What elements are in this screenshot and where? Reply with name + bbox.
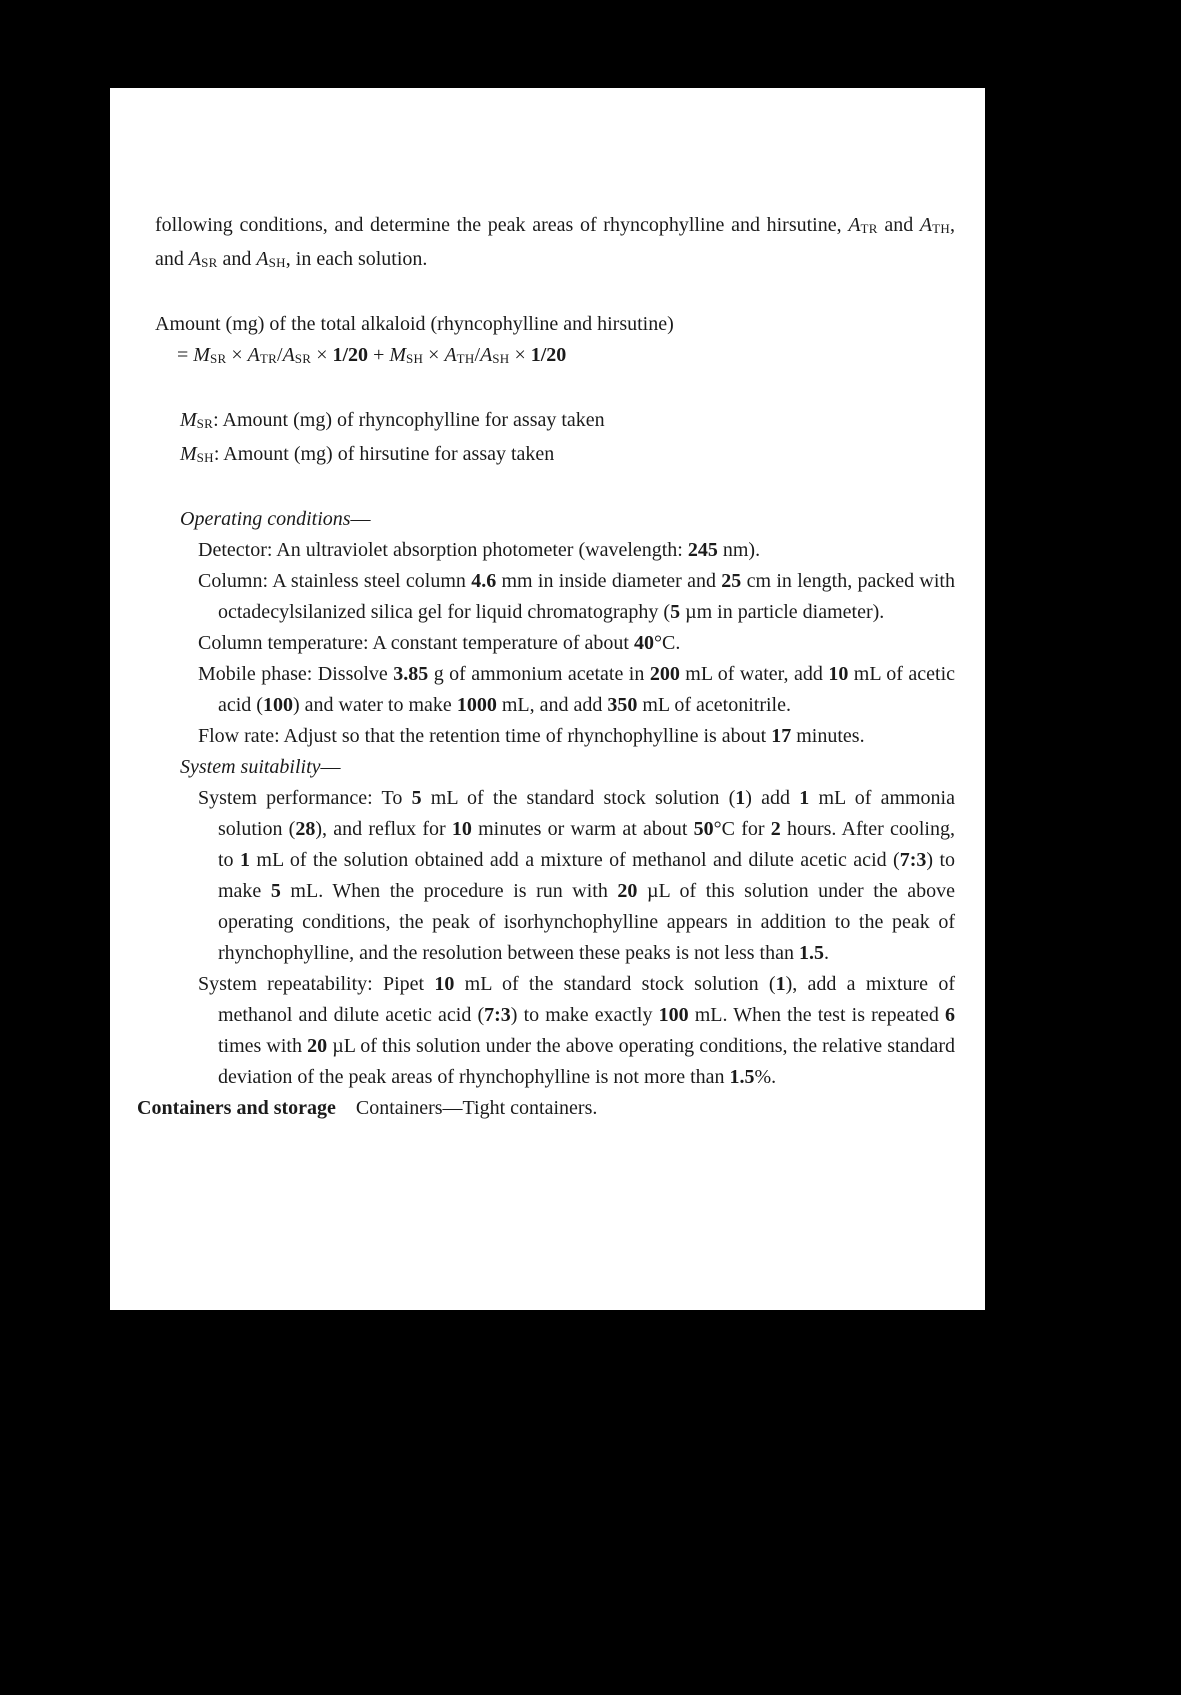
system-suitability-heading [137,752,955,783]
text-segment: 50 [693,818,714,840]
text-segment: Detector: An ultraviolet absorption photometer (wavelength: [198,539,688,561]
text-segment: 1.5 [798,942,824,964]
text-segment: %. [754,1066,777,1088]
text-segment: Amount (mg) of the total alkaloid (rhyncophylline and hirsutine) [155,313,674,335]
text-segment: minutes. [791,725,865,747]
text-segment: System suitability [180,756,321,778]
text-segment: µL of this solution under the above operating conditions, the relative standard deviation of the peak areas of rhynchophylline is not more than [218,1035,955,1088]
text-segment: 6 [945,1004,955,1026]
text-segment: . [823,942,829,964]
text-segment: °C. [654,632,681,654]
text-segment: SR [209,351,227,366]
text-segment: following conditions, and determine the peak areas of rhyncophylline and hirsutine, [155,214,849,236]
text-segment: mL of acetic acid ( [218,663,956,716]
text-segment: A [444,344,457,366]
text-segment: cm in length, packed with octadecylsilanized silica gel for liquid chromatography ( [218,570,955,623]
text-segment: mL, and add [496,694,608,716]
text-segment: SH [406,351,424,366]
text-segment: System performance: To [198,787,412,809]
text-segment: mL of the solution obtained add a mixture of methanol and dilute acetic acid ( [249,849,900,871]
text-segment: ) to make [218,849,956,902]
text-segment: M [180,443,197,465]
text-segment: TR [860,221,878,236]
column-temperature-item [137,628,955,659]
text-segment: 4.6 [471,570,497,592]
text-segment: SR [201,255,218,270]
document-page [110,88,985,1310]
text-segment: and [217,248,257,270]
text-segment: 10 [451,818,472,840]
text-segment: °C for [713,818,771,840]
operating-conditions-heading [137,504,955,535]
text-segment: 100 [658,1004,689,1026]
amount-heading [137,309,955,340]
msh-definition [137,439,955,473]
system-repeatability-item [137,969,955,1093]
msr-definition [137,405,955,439]
text-segment: 28 [295,818,316,840]
detector-item [137,535,955,566]
text-segment: Flow rate: Adjust so that the retention time of rhynchophylline is about [198,725,772,747]
text-segment: × [509,344,531,366]
text-segment: mm in inside diameter and [496,570,722,592]
text-segment: A [282,344,295,366]
text-segment: 1/20 [332,344,369,366]
text-segment: Containers—Tight containers. [335,1097,598,1119]
text-segment: M [193,344,210,366]
text-segment: mL. When the procedure is run with [280,880,618,902]
text-segment: × [311,344,333,366]
text-segment: TH [932,221,950,236]
mobile-phase-item [137,659,955,721]
text-segment: TR [259,351,278,366]
text-segment: 200 [649,663,680,685]
text-segment: 5 [411,787,422,809]
text-segment: 1000 [456,694,497,716]
text-segment: A [848,214,861,236]
text-segment: 20 [307,1035,328,1057]
text-segment: 5 [270,880,281,902]
text-segment: 1/20 [530,344,567,366]
text-segment: A [480,344,493,366]
text-segment: ), add a mixture of methanol and dilute acetic acid ( [218,973,955,1026]
text-segment: 7:3 [899,849,927,871]
text-segment: M [389,344,407,366]
text-segment: and [877,214,920,236]
text-segment: µL of this solution under the above operating conditions, the peak of isorhynchophylline appears in addition to the peak of rhynchophylline, and the resolution between these peaks is not less than [218,880,956,964]
blank-line [137,374,955,405]
text-segment: + [368,344,390,366]
text-segment: 2 [770,818,781,840]
text-segment: 1 [775,973,786,995]
blank-line [137,473,955,504]
text-segment: minutes or warm at about [471,818,694,840]
text-segment: Mobile phase: Dissolve [198,663,394,685]
containers-and-storage [137,1093,955,1124]
text-segment: 20 [617,880,638,902]
text-segment: 7:3 [484,1004,511,1026]
text-segment: Column temperature: A constant temperature of about [198,632,634,654]
text-segment: × [423,344,445,366]
text-segment: times with [218,1035,308,1057]
text-segment: = [177,344,194,366]
text-segment: A [256,248,269,270]
text-segment: 350 [607,694,638,716]
text-segment: : Amount (mg) of hirsutine for assay taken [213,443,555,465]
text-segment: SR [294,351,312,366]
text-segment: : Amount (mg) of rhyncophylline for assay taken [213,409,605,431]
text-segment: System repeatability: Pipet [198,973,435,995]
text-segment: ) to make exactly [510,1004,659,1026]
text-segment: A [188,248,202,270]
text-segment: g of ammonium acetate in [428,663,650,685]
text-segment: SH [268,255,286,270]
text-segment: , and [155,214,955,270]
text-segment: / [277,344,283,366]
text-segment: 1 [735,787,746,809]
blank-line [137,278,955,309]
text-segment: ) and water to make [292,694,457,716]
text-segment: ) add [745,787,800,809]
intro-paragraph [137,210,955,278]
text-segment: 10 [828,663,849,685]
text-segment: A [247,344,260,366]
text-segment: mL of acetonitrile. [637,694,791,716]
text-segment: / [474,344,481,366]
text-segment: — [350,508,371,530]
text-segment: A [919,214,933,236]
text-segment: Containers and storage [137,1097,336,1119]
text-segment: 1 [799,787,810,809]
equation [137,340,955,374]
text-segment: TH [456,351,475,366]
text-segment: nm). [717,539,761,561]
text-segment: ), and reflux for [315,818,452,840]
text-segment: 25 [721,570,742,592]
text-segment: 1 [239,849,250,871]
document-body [110,88,985,1124]
text-segment: SR [196,416,214,431]
text-segment: hours. After cooling, to [218,818,955,871]
text-segment: 3.85 [393,663,429,685]
text-segment: 5 [670,601,681,623]
text-segment: mL of water, add [679,663,829,685]
text-segment: 10 [434,973,455,995]
text-segment: µm in particle diameter). [680,601,885,623]
text-segment: mL. When the test is repeated [688,1004,945,1026]
flow-rate-item [137,721,955,752]
text-segment: SH [492,351,510,366]
text-segment: Column: A stainless steel column [198,570,472,592]
text-segment: M [180,409,197,431]
text-segment: 1.5 [729,1066,755,1088]
text-segment: mL of the standard stock solution ( [421,787,736,809]
text-segment: 17 [771,725,792,747]
system-performance-item [137,783,955,969]
text-segment: × [226,344,248,366]
text-segment: 100 [262,694,293,716]
text-segment: SH [196,450,214,465]
text-segment: Operating conditions [180,508,351,530]
text-segment: mL of the standard stock solution ( [454,973,776,995]
column-item [137,566,955,628]
text-segment: 245 [687,539,718,561]
text-segment: mL of ammonia solution ( [218,787,955,840]
text-segment: 40 [634,632,654,654]
text-segment: , in each solution. [285,248,428,270]
text-segment: — [320,756,341,778]
